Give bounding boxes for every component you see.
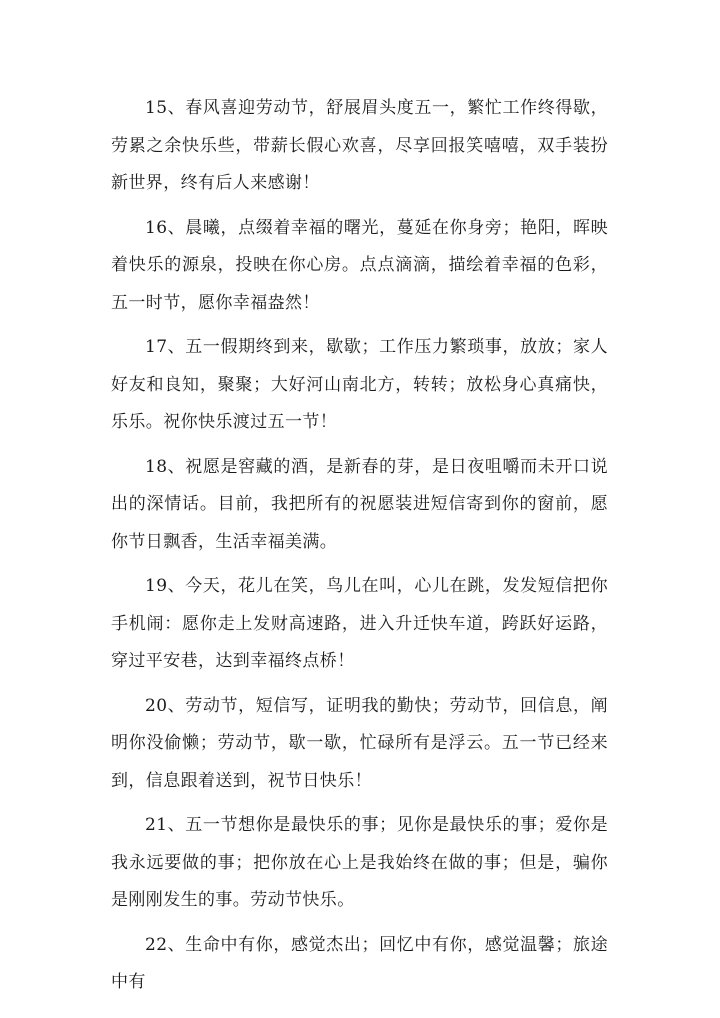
paragraph-17: 17、五一假期终到来，歇歇；工作压力繁琐事，放放；家人好友和良知，聚聚；大好河山南北方，转转；放松身心真痛快，乐乐。祝你快乐渡过五一节！ <box>111 337 608 432</box>
paragraph-16: 16、晨曦，点缀着幸福的曙光，蔓延在你身旁；艳阳，晖映着快乐的源泉，投映在你心房。点点滴滴，描绘着幸福的色彩，五一时节，愿你幸福盎然！ <box>111 217 608 313</box>
document-body <box>111 90 608 1009</box>
paragraph-18: 18、祝愿是窖藏的酒，是新春的芽，是日夜咀嚼而未开口说出的深情话。目前，我把所有的祝愿装进短信寄到你的窗前，愿你节日飘香，生活幸福美满。 <box>111 456 608 552</box>
paragraph-20: 20、劳动节，短信写，证明我的勤快；劳动节，回信息，阐明你没偷懒；劳动节，歇一歇，忙碌所有是浮云。五一节已经来到，信息跟着送到，祝节日快乐！ <box>111 695 608 791</box>
paragraph-22: 22、生命中有你，感觉杰出；回忆中有你，感觉温馨；旅途中有 <box>111 934 608 992</box>
paragraph-15: 15、春风喜迎劳动节，舒展眉头度五一，繁忙工作终得歇，劳累之余快乐些，带薪长假心欢喜，尽享回报笑嘻嘻，双手装扮新世界，终有后人来感谢！ <box>111 98 608 193</box>
paragraph-19: 19、今天，花儿在笑，鸟儿在叫，心儿在跳，发发短信把你手机闹：愿你走上发财高速路，进入升迁快车道，跨跃好运路，穿过平安巷，达到幸福终点桥！ <box>111 576 608 671</box>
paragraph-21: 21、五一节想你是最快乐的事；见你是最快乐的事；爱你是我永远要做的事；把你放在心上是我始终在做的事；但是，骗你是刚刚发生的事。劳动节快乐。 <box>111 815 608 910</box>
